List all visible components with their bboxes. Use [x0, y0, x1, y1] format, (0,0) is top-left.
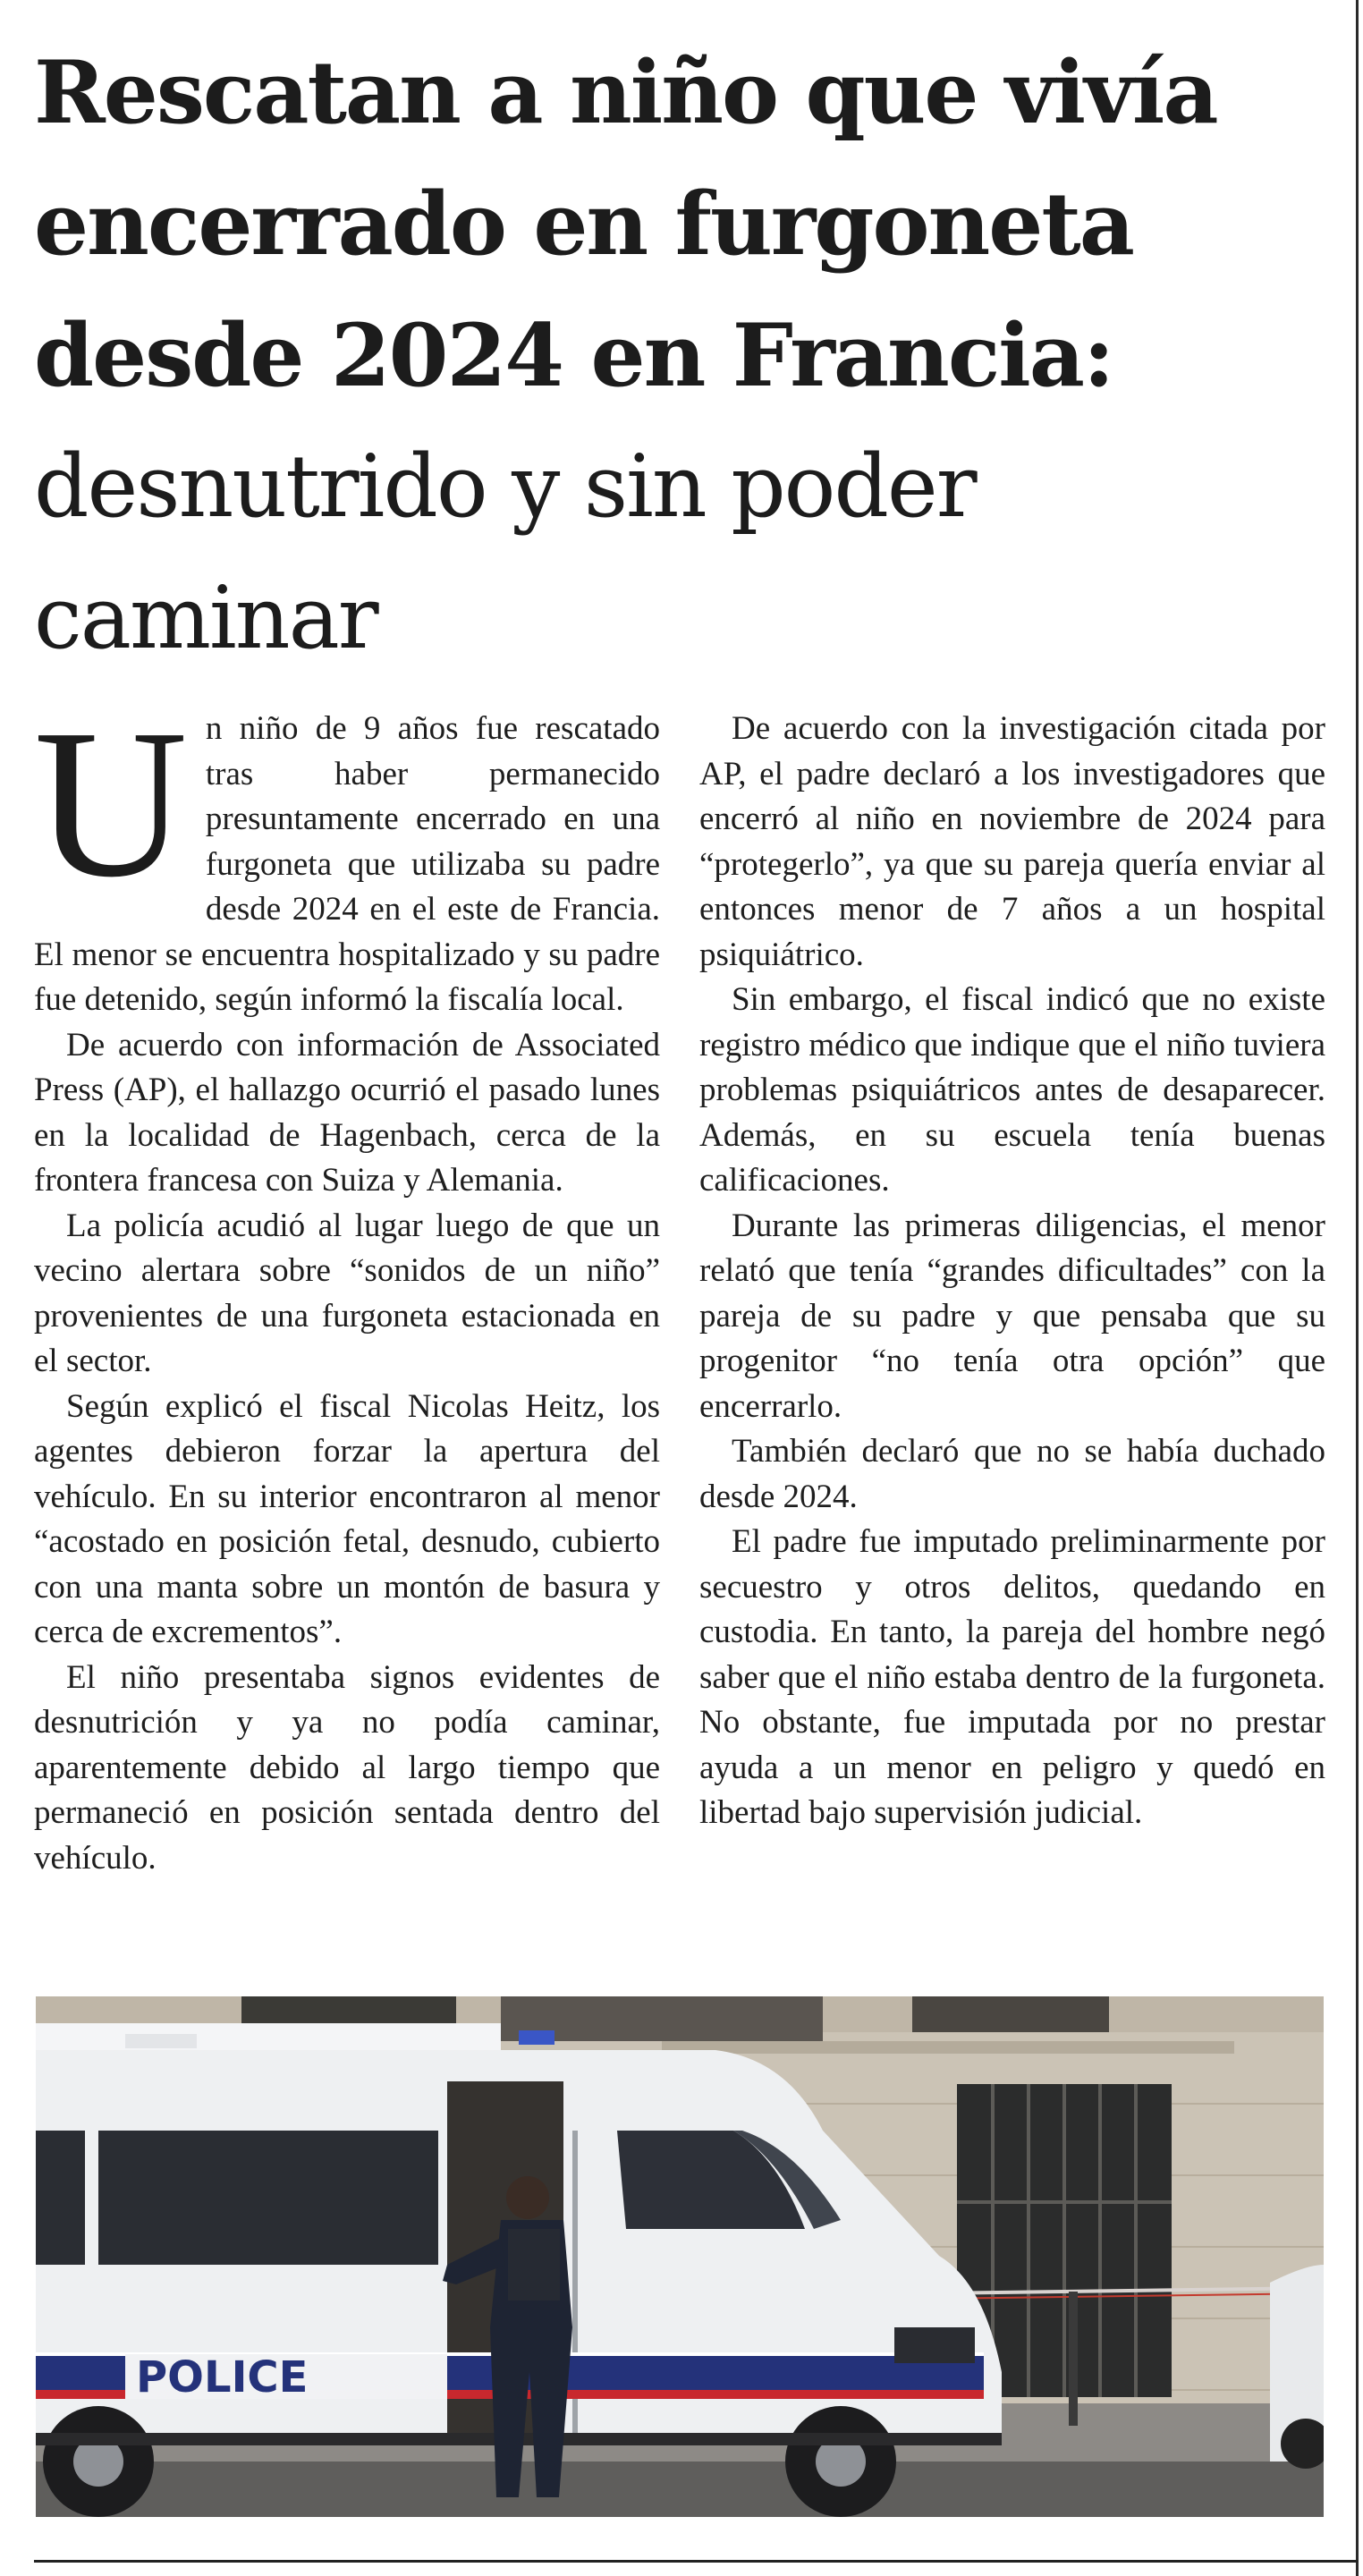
drop-cap: U	[34, 686, 188, 921]
bottom-rule	[34, 2560, 1358, 2563]
article-column-right	[699, 707, 1325, 1836]
news-photo	[36, 1996, 1324, 2517]
article-paragraph: Durante las primeras diligencias, el menor relató que tenía “grandes dificultades” con la pareja de su padre y que pensaba que su progenitor “no tenía otra opción” que encerrarlo.	[699, 1207, 1325, 1425]
article-paragraph: De acuerdo con la investigación citada por AP, el padre declaró a los investigadores que encerró al niño en noviembre de 2024 para “protegerlo”, ya que su pareja quería enviar al entonces menor de 7 años a un hospital psiquiátrico.	[699, 710, 1325, 973]
article-paragraph: El niño presentaba signos evidentes de desnutrición y ya no podía caminar, aparentemente debido al largo tiempo que permaneció en posición sentada dentro del vehículo.	[34, 1658, 660, 1877]
article-column-left	[34, 686, 660, 1881]
headline-line: desde 2024 en Francia:	[34, 305, 1113, 406]
article-paragraph: El padre fue imputado preliminarmente por secuestro y otros delitos, quedando en custodia. En tanto, la pareja del hombre negó saber que el niño estaba dentro de la furgoneta. No obstante, fue imputada por no prestar ayuda a un menor en peligro y quedó en libertad bajo supervisión judicial.	[699, 1523, 1325, 1831]
van-label: POLICE	[136, 2352, 309, 2402]
article-paragraph: También declaró que no se había duchado desde 2024.	[699, 1433, 1325, 1515]
article-paragraph: La policía acudió al lugar luego de que un vecino alertara sobre “sonidos de un niño” provenientes de una furgoneta estacionada en el sector.	[34, 1207, 660, 1379]
subheadline-line: caminar	[34, 568, 377, 668]
headline-line: encerrado en furgoneta	[34, 174, 1133, 275]
police-van-photo	[36, 1996, 1324, 2517]
paragraph-text: n niño de 9 años fue rescatado tras haber permanecido presuntamente encerrado en una furgoneta que utilizaba su padre desde 2024 en el este de Francia. El menor se encuentra hospitalizado y su padre fue detenido, según informó la fiscalía local.	[34, 710, 660, 1018]
article-paragraph: Sin embargo, el fiscal indicó que no existe registro médico que indique que el niño tuviera problemas psiquiátricos antes de desaparecer. Además, en su escuela tenía buenas calificaciones.	[699, 981, 1325, 1199]
headline	[34, 27, 1322, 684]
article-paragraph: De acuerdo con información de Associated Press (AP), el hallazgo ocurrió el pasado lunes en la localidad de Hagenbach, cerca de la frontera francesa con Suiza y Alemania.	[34, 1026, 660, 1199]
headline-line: Rescatan a niño que vivía	[34, 42, 1217, 143]
article-paragraph	[34, 686, 660, 1023]
article-paragraph: Según explicó el fiscal Nicolas Heitz, los agentes debieron forzar la apertura del vehículo. En su interior encontraron al menor “acostado en posición fetal, desnudo, cubierto con una manta sobre un montón de basura y cerca de excrementos”.	[34, 1387, 660, 1650]
page-border	[1356, 0, 1359, 2576]
subheadline-line: desnutrido y sin poder	[34, 436, 976, 537]
